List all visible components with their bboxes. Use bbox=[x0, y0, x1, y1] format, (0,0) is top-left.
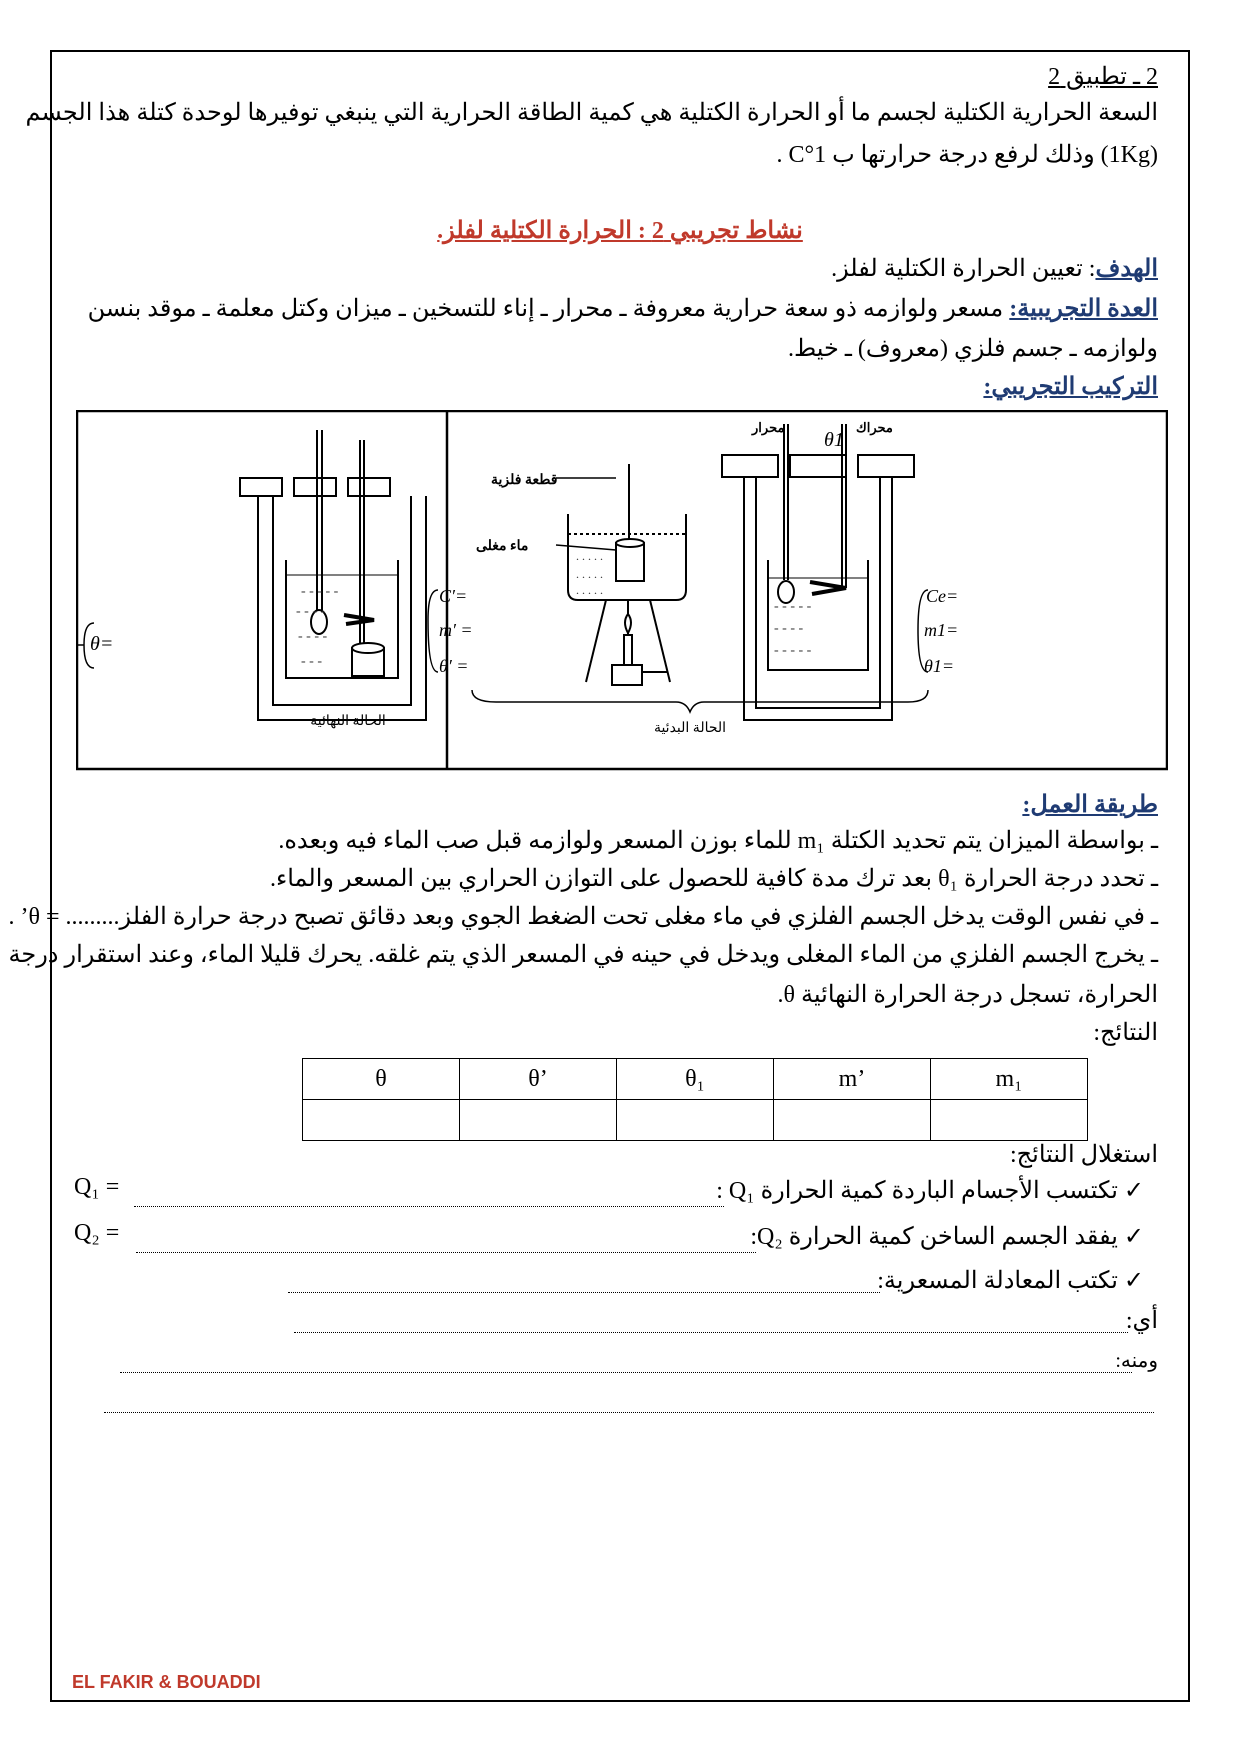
procedure-step-1: ـ بواسطة الميزان يتم تحديد الكتلة m₁ للماء بوزن المسعر ولوازمه قبل صب الماء فيه وبعده. bbox=[278, 828, 1158, 854]
goal-label: الهدف bbox=[1095, 256, 1158, 282]
table-value-cell[interactable] bbox=[460, 1100, 617, 1141]
table-header-row bbox=[303, 1059, 1088, 1100]
table-header-cell: m₁ bbox=[931, 1059, 1088, 1100]
equipment-label: العدة التجريبية: bbox=[1009, 296, 1158, 322]
hence-answer-line[interactable] bbox=[120, 1354, 1132, 1373]
table-value-row bbox=[303, 1100, 1088, 1141]
goal-line bbox=[831, 254, 1158, 283]
boiling-dots bbox=[576, 549, 603, 597]
svg-text:- - - -: - - - - bbox=[298, 629, 328, 644]
table-value-cell[interactable] bbox=[617, 1100, 774, 1141]
initial-left-brace bbox=[428, 590, 438, 672]
equipment-text-2: ولوازمه ـ جسم فلزي (معروف) ـ خيط. bbox=[788, 336, 1158, 362]
label-initial-state: الحالة البدئية bbox=[653, 721, 727, 736]
item-3 bbox=[877, 1266, 1144, 1295]
item-1 bbox=[716, 1176, 1144, 1205]
initial-water-dashes bbox=[774, 599, 812, 658]
svg-text:- - - -: - - - - bbox=[774, 621, 804, 636]
label-c-prime: C′= bbox=[439, 586, 468, 606]
table-value-cell[interactable] bbox=[303, 1100, 460, 1141]
equipment-line bbox=[88, 294, 1158, 323]
label-m-prime: m′ = bbox=[439, 620, 473, 640]
label-theta: θ= bbox=[90, 633, 114, 655]
experiment-figure bbox=[76, 410, 1168, 772]
table-value-cell[interactable] bbox=[774, 1100, 931, 1141]
svg-text:. . . . .: . . . . . bbox=[576, 549, 603, 563]
item-2-answer-line[interactable] bbox=[136, 1234, 756, 1253]
equipment-text-1: مسعر ولوازمه ذو سعة حرارية معروفة ـ محرار ـ إناء للتسخين ـ ميزان وكتل معلمة ـ موقد بنسن bbox=[87, 296, 1010, 322]
exploitation-label: استغلال النتائج: bbox=[1010, 1142, 1158, 1168]
table-header-cell: θ₁ bbox=[617, 1059, 774, 1100]
procedure-step-4-line-1: ـ يخرج الجسم الفلزي من الماء المغلى ويدخل في حينه في المسعر الذي يتم غلقه. يحرك قليلا الماء، وعند استقرار درجة bbox=[8, 942, 1158, 968]
activity-title: نشاط تجريبي 2 : الحرارة الكتلية لفلز. bbox=[437, 218, 803, 244]
label-stirrer: محراك bbox=[856, 420, 893, 435]
label-ce: Ce= bbox=[926, 586, 959, 606]
section-title: 2 ـ تطبيق 2 bbox=[1048, 64, 1158, 90]
svg-text:- - - -: - - - - bbox=[296, 604, 326, 619]
item-1-text: تكتسب الأجسام الباردة كمية الحرارة Q₁ : bbox=[716, 1178, 1118, 1204]
item-1-equation: Q₁ = bbox=[74, 1174, 120, 1200]
svg-text:- - - - -: - - - - - bbox=[774, 599, 812, 614]
table-value-cell[interactable] bbox=[931, 1100, 1088, 1141]
ay-label: أي: bbox=[1125, 1308, 1158, 1334]
svg-text:. . . . .: . . . . . bbox=[576, 583, 603, 597]
item-2-text: يفقد الجسم الساخن كمية الحرارة Q₂: bbox=[750, 1224, 1118, 1250]
hence-label: ومنه: bbox=[1115, 1350, 1158, 1372]
table-header-cell: θ bbox=[303, 1059, 460, 1100]
procedure-step-2: ـ تحدد درجة الحرارة θ₁ بعد ترك مدة كافية للحصول على التوازن الحراري بين المسعر والماء. bbox=[269, 866, 1158, 892]
label-theta-prime: θ′ = bbox=[439, 656, 469, 676]
svg-text:- - - - -: - - - - - bbox=[774, 643, 812, 658]
item-3-answer-line[interactable] bbox=[288, 1274, 880, 1293]
initial-calorimeter bbox=[722, 424, 914, 720]
final-calorimeter bbox=[240, 430, 426, 720]
svg-text:. . . . .: . . . . . bbox=[576, 567, 603, 581]
check-icon: ✓ bbox=[1123, 1178, 1144, 1204]
item-2 bbox=[750, 1222, 1144, 1251]
label-theta1: θ1= bbox=[924, 656, 954, 676]
table-header-cell: m’ bbox=[774, 1059, 931, 1100]
procedure-step-3: ـ في نفس الوقت يدخل الجسم الفلزي في ماء مغلى تحت الضغط الجوي وبعد دقائق تصبح درجة حرارة الفلز......... = θ’ . bbox=[8, 904, 1158, 930]
table-header-cell: θ’ bbox=[460, 1059, 617, 1100]
procedure-label: طريقة العمل: bbox=[1022, 792, 1158, 818]
label-theta1-top: θ1 bbox=[824, 429, 844, 451]
item-1-answer-line[interactable] bbox=[134, 1188, 724, 1207]
check-icon: ✓ bbox=[1123, 1224, 1144, 1250]
label-metal-piece: قطعة فلزية bbox=[491, 473, 558, 488]
results-label: النتائج: bbox=[1093, 1020, 1158, 1046]
label-boiling-water: ماء مغلى bbox=[476, 539, 529, 554]
goal-text: : تعيين الحرارة الكتلية لفلز. bbox=[831, 256, 1096, 282]
footer-authors: EL FAKIR & BOUADDI bbox=[72, 1672, 261, 1692]
label-m1: m1= bbox=[924, 620, 959, 640]
extra-answer-line[interactable] bbox=[104, 1394, 1154, 1413]
svg-text:- - -: - - - bbox=[301, 654, 322, 669]
label-final-state: الحالة النهائية bbox=[310, 714, 386, 729]
label-thermometer: محرار bbox=[752, 420, 785, 435]
results-table bbox=[302, 1058, 1088, 1141]
item-3-text: تكتب المعادلة المسعرية: bbox=[877, 1268, 1118, 1294]
figure-border bbox=[77, 411, 1167, 769]
ay-answer-line[interactable] bbox=[294, 1314, 1128, 1333]
intro-line-2: (1Kg) وذلك لرفع درجة حرارتها ب 1°C . bbox=[776, 142, 1158, 168]
intro-line-1: السعة الحرارية الكتلية لجسم ما أو الحرارة الكتلية هي كمية الطاقة الحرارية التي ينبغي توفيرها لوحدة كتلة هذا الجسم bbox=[25, 100, 1158, 126]
item-2-equation: Q₂ = bbox=[74, 1220, 120, 1246]
procedure-step-4-line-2: الحرارة، تسجل درجة الحرارة النهائية θ. bbox=[777, 982, 1158, 1008]
svg-text:- - - - -: - - - - - bbox=[301, 584, 339, 599]
setup-label: التركيب التجريبي: bbox=[983, 374, 1158, 400]
check-icon: ✓ bbox=[1123, 1268, 1144, 1294]
final-water-dashes bbox=[296, 584, 339, 669]
